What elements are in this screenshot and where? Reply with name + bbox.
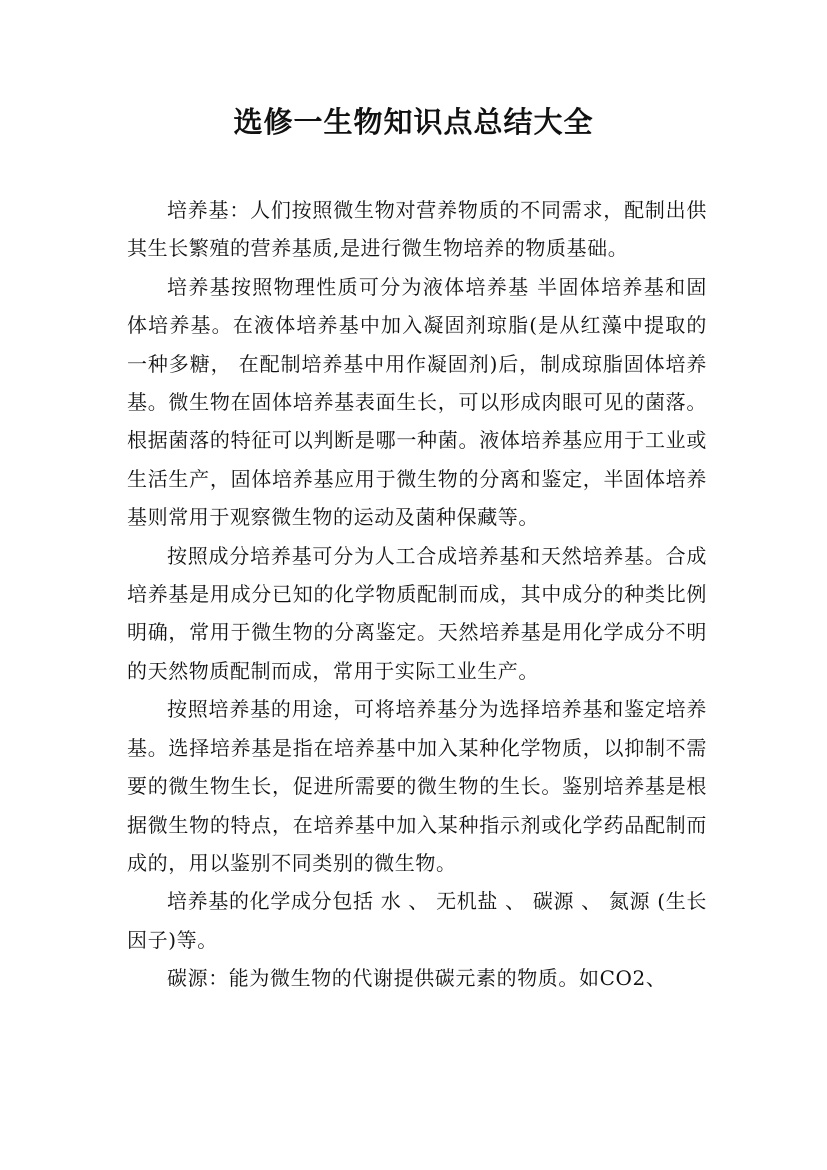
document-title: 选修一生物知识点总结大全 bbox=[233, 105, 594, 139]
paragraph-carbon-source: 碳源：能为微生物的代谢提供碳元素的物质。如CO2、 bbox=[167, 966, 667, 991]
paragraph-chemical-components: 培养基的化学成分包括 水 、 无机盐 、 碳源 、 氮源 (生长因子)等。 bbox=[127, 889, 707, 952]
paragraph-purpose-classification: 按照培养基的用途，可将培养基分为选择培养基和鉴定培养基。选择培养基是指在培养基中加入某种化学物质，以抑制不需要的微生物生长，促进所需要的微生物的生长。鉴别培养基是根据微生物的特点，在培养基中加入某种指示剂或化学药品配制而成的，用以鉴别不同类别的微生物。 bbox=[127, 697, 707, 875]
paragraph-physical-classification: 培养基按照物理性质可分为液体培养基 半固体培养基和固体培养基。在液体培养基中加入凝固剂琼脂(是从红藻中提取的一种多糖， 在配制培养基中用作凝固剂)后，制成琼脂固体培养基。微生物在固体培养基表面生长，可以形成肉眼可见的菌落。根据菌落的特征可以判断是哪一种菌。液体培养基应用于工业或生活生产，固体培养基应用于微生物的分离和鉴定，半固体培养基则常用于观察微生物的运动及菌种保藏等。 bbox=[127, 274, 707, 530]
paragraph-composition-classification: 按照成分培养基可分为人工合成培养基和天然培养基。合成培养基是用成分已知的化学物质配制而成，其中成分的种类比例明确，常用于微生物的分离鉴定。天然培养基是用化学成分不明的天然物质配制而成，常用于实际工业生产。 bbox=[127, 543, 707, 683]
document-body bbox=[127, 191, 707, 998]
paragraph-culture-medium-definition: 培养基：人们按照微生物对营养物质的不同需求，配制出供其生长繁殖的营养基质,是进行微生物培养的物质基础。 bbox=[127, 198, 707, 261]
